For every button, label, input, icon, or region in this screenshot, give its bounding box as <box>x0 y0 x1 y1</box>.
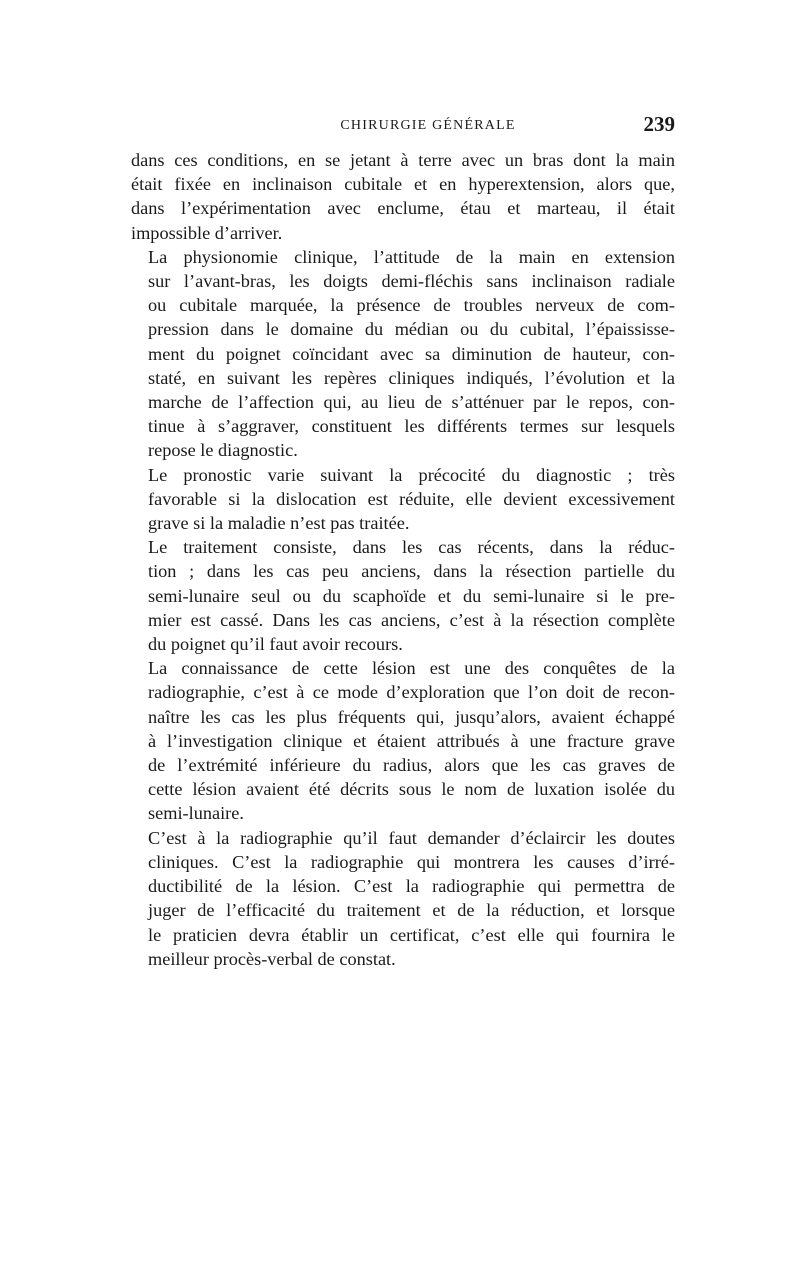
text-line: cliniques. C’est la radiographie qui montrera les causes d’irré- <box>148 851 675 872</box>
text-line: Le traitement consiste, dans les cas récents, dans la réduc- <box>148 537 675 558</box>
text-line: du poignet qu’il faut avoir recours. <box>148 634 403 655</box>
text-line: le praticien devra établir un certificat, c’est elle qui fournira le <box>148 924 675 945</box>
paragraph <box>131 463 675 536</box>
text-line: dans ces conditions, en se jetant à terre avec un bras dont la main <box>131 150 675 170</box>
running-title: CHIRURGIE GÉNÉRALE <box>340 118 516 133</box>
text-line: mier est cassé. Dans les cas anciens, c’est à la résection complète <box>148 609 675 630</box>
text-line: meilleur procès-verbal de constat. <box>148 948 396 969</box>
text-line: repose le diagnostic. <box>148 440 298 461</box>
running-head <box>131 112 675 140</box>
text-line: ment du poignet coïncidant avec sa diminution de hauteur, con- <box>148 343 675 364</box>
text-line: La physionomie clinique, l’attitude de la main en extension <box>148 246 675 267</box>
text-line: juger de l’efficacité du traitement et de la réduction, et lorsque <box>148 900 675 921</box>
text-line: ductibilité de la lésion. C’est la radiographie qui permettra de <box>148 876 675 897</box>
text-line: tinue à s’aggraver, constituent les différents termes sur lesquels <box>148 416 675 437</box>
text-line: semi-lunaire seul ou du scaphoïde et du semi-lunaire si le pre- <box>148 585 675 606</box>
text-line: tion ; dans les cas peu anciens, dans la résection partielle du <box>148 561 675 582</box>
text-line: grave si la maladie n’est pas traitée. <box>148 513 410 534</box>
text-line: impossible d’arriver. <box>131 222 283 243</box>
text-line: radiographie, c’est à ce mode d’exploration que l’on doit de recon- <box>148 682 675 703</box>
body-text <box>131 148 675 971</box>
text-line: semi-lunaire. <box>148 803 244 824</box>
paragraph <box>131 148 675 245</box>
book-page <box>131 112 675 971</box>
text-line: dans l’expérimentation avec enclume, étau et marteau, il était <box>131 198 675 219</box>
text-line: Le pronostic varie suivant la précocité du diagnostic ; très <box>148 464 675 485</box>
paragraph <box>131 245 675 463</box>
paragraph <box>131 826 675 971</box>
text-line: naître les cas les plus fréquents qui, jusqu’alors, avaient échappé <box>148 706 675 727</box>
text-line: ou cubitale marquée, la présence de troubles nerveux de com- <box>148 295 675 316</box>
text-line: La connaissance de cette lésion est une des conquêtes de la <box>148 658 675 679</box>
page-number: 239 <box>643 112 675 136</box>
text-line: cette lésion avaient été décrits sous le nom de luxation isolée du <box>148 779 675 800</box>
text-line: pression dans le domaine du médian ou du cubital, l’épaississe- <box>148 319 675 340</box>
paragraph <box>131 535 675 656</box>
text-line: favorable si la dislocation est réduite, elle devient excessivement <box>148 488 675 509</box>
text-line: staté, en suivant les repères cliniques indiqués, l’évolution et la <box>148 367 675 388</box>
text-line: était fixée en inclinaison cubitale et en hyperextension, alors que, <box>131 174 675 195</box>
text-line: de l’extrémité inférieure du radius, alors que les cas graves de <box>148 755 675 776</box>
text-line: à l’investigation clinique et étaient attribués à une fracture grave <box>148 730 675 751</box>
text-line: marche de l’affection qui, au lieu de s’atténuer par le repos, con- <box>148 392 675 413</box>
text-line: sur l’avant-bras, les doigts demi-fléchis sans inclinaison radiale <box>148 271 675 292</box>
text-line: C’est à la radiographie qu’il faut demander d’éclaircir les doutes <box>148 827 675 848</box>
paragraph <box>131 656 675 825</box>
